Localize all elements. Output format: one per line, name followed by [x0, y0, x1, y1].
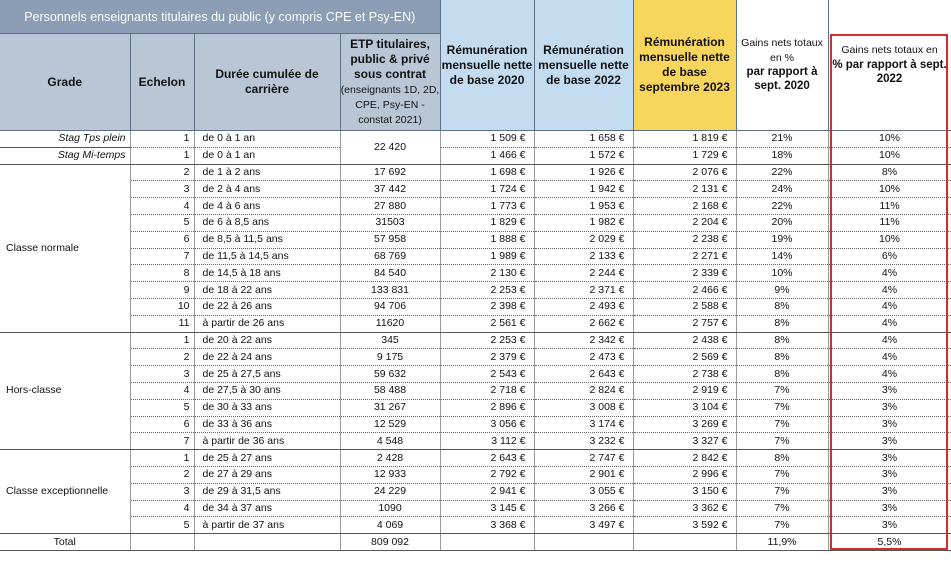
rem-2020-cell: 2 398 €	[440, 298, 534, 315]
rem-2020-cell: 1 466 €	[440, 147, 534, 164]
header-gains-2020-bold: par rapport à sept. 2020	[746, 66, 818, 93]
etp-cell: 345	[340, 332, 440, 349]
rem-2022-cell: 2 371 €	[534, 282, 633, 299]
etp-cell: 17 692	[340, 164, 440, 181]
gains-2020-cell: 22%	[736, 198, 828, 215]
rem-2022-cell: 1 982 €	[534, 214, 633, 231]
gains-2022-cell: 4%	[828, 315, 951, 332]
gains-2020-cell: 20%	[736, 214, 828, 231]
duree-cell: à partir de 26 ans	[194, 315, 340, 332]
header-etp-sub: (enseignants 1D, 2D, CPE, Psy-EN -constat 2021)	[340, 83, 440, 127]
rem-2023-cell: 2 919 €	[633, 382, 736, 399]
etp-cell: 94 706	[340, 298, 440, 315]
table-row	[0, 450, 951, 467]
table-row	[0, 231, 951, 248]
rem-2022-cell: 1 658 €	[534, 131, 633, 148]
gains-2022-cell: 3%	[828, 466, 951, 483]
duree-cell: de 22 à 24 ans	[194, 349, 340, 366]
grade-group-classe-exceptionnelle: Classe exceptionnelle	[0, 450, 130, 534]
echelon-cell: 7	[130, 248, 194, 265]
gains-2020-cell: 10%	[736, 265, 828, 282]
empty-cell	[633, 534, 736, 551]
rem-2023-cell: 2 131 €	[633, 181, 736, 198]
echelon-cell: 4	[130, 382, 194, 399]
table-row	[0, 181, 951, 198]
gains-2020-cell: 8%	[736, 366, 828, 383]
rem-2020-cell: 2 130 €	[440, 265, 534, 282]
table-row	[0, 298, 951, 315]
duree-cell: de 29 à 31,5 ans	[194, 483, 340, 500]
header-rem-2023: Rémunération mensuelle nette de base septembre 2023	[633, 0, 736, 131]
gains-2020-cell: 7%	[736, 399, 828, 416]
duree-cell: de 33 à 36 ans	[194, 416, 340, 433]
gains-2020-cell: 8%	[736, 332, 828, 349]
empty-cell	[440, 534, 534, 551]
gains-2022-cell: 4%	[828, 349, 951, 366]
etp-cell: 59 632	[340, 366, 440, 383]
table-row	[0, 500, 951, 517]
etp-cell: 1090	[340, 500, 440, 517]
gains-2022-cell: 3%	[828, 433, 951, 450]
gains-2020-cell: 8%	[736, 298, 828, 315]
rem-2020-cell: 1 773 €	[440, 198, 534, 215]
duree-cell: de 11,5 à 14,5 ans	[194, 248, 340, 265]
table-row	[0, 483, 951, 500]
rem-2020-cell: 1 724 €	[440, 181, 534, 198]
table-title: Personnels enseignants titulaires du public (y compris CPE et Psy-EN)	[0, 0, 440, 34]
header-gains-2022-bold: % par rapport à sept. 2022	[832, 58, 947, 86]
gains-2022-cell: 4%	[828, 265, 951, 282]
rem-2020-cell: 3 145 €	[440, 500, 534, 517]
header-rem-2022: Rémunération mensuelle nette de base 2022	[534, 0, 633, 131]
rem-2020-cell: 2 896 €	[440, 399, 534, 416]
echelon-cell: 5	[130, 214, 194, 231]
duree-cell: de 2 à 4 ans	[194, 181, 340, 198]
etp-cell: 24 229	[340, 483, 440, 500]
gains-2020-cell: 22%	[736, 164, 828, 181]
rem-2023-cell: 2 757 €	[633, 315, 736, 332]
etp-cell: 31503	[340, 214, 440, 231]
rem-2020-cell: 2 543 €	[440, 366, 534, 383]
rem-2022-cell: 3 497 €	[534, 517, 633, 534]
rem-2022-cell: 2 662 €	[534, 315, 633, 332]
echelon-cell: 3	[130, 181, 194, 198]
total-gains-2020: 11,9%	[736, 534, 828, 551]
rem-2022-cell: 3 055 €	[534, 483, 633, 500]
echelon-cell: 5	[130, 399, 194, 416]
duree-cell: de 14,5 à 18 ans	[194, 265, 340, 282]
etp-cell: 22 420	[340, 131, 440, 165]
rem-2022-cell: 1 926 €	[534, 164, 633, 181]
etp-cell: 27 880	[340, 198, 440, 215]
rem-2023-cell: 2 466 €	[633, 282, 736, 299]
rem-2020-cell: 1 888 €	[440, 231, 534, 248]
etp-cell: 4 548	[340, 433, 440, 450]
echelon-cell: 6	[130, 416, 194, 433]
header-rem-2020: Rémunération mensuelle nette de base 2020	[440, 0, 534, 131]
gains-2022-cell: 11%	[828, 198, 951, 215]
empty-cell	[194, 534, 340, 551]
table-row	[0, 399, 951, 416]
gains-2020-cell: 7%	[736, 433, 828, 450]
rem-2020-cell: 1 989 €	[440, 248, 534, 265]
total-etp: 809 092	[340, 534, 440, 551]
echelon-cell: 1	[130, 147, 194, 164]
gains-2022-cell: 3%	[828, 382, 951, 399]
rem-2022-cell: 2 747 €	[534, 450, 633, 467]
rem-2020-cell: 2 643 €	[440, 450, 534, 467]
gains-2022-cell: 3%	[828, 450, 951, 467]
duree-cell: de 22 à 26 ans	[194, 298, 340, 315]
rem-2023-cell: 2 738 €	[633, 366, 736, 383]
table-row	[0, 366, 951, 383]
rem-2023-cell: 2 204 €	[633, 214, 736, 231]
rem-2022-cell: 3 232 €	[534, 433, 633, 450]
rem-2023-cell: 2 842 €	[633, 450, 736, 467]
rem-2020-cell: 3 368 €	[440, 517, 534, 534]
gains-2020-cell: 8%	[736, 450, 828, 467]
table-row	[0, 198, 951, 215]
gains-2022-cell: 3%	[828, 517, 951, 534]
rem-2020-cell: 1 509 €	[440, 131, 534, 148]
rem-2023-cell: 3 150 €	[633, 483, 736, 500]
gains-2020-cell: 7%	[736, 500, 828, 517]
etp-cell: 57 958	[340, 231, 440, 248]
rem-2023-cell: 3 592 €	[633, 517, 736, 534]
table-row	[0, 416, 951, 433]
rem-2022-cell: 3 266 €	[534, 500, 633, 517]
echelon-cell: 1	[130, 131, 194, 148]
header-gains-2020	[736, 0, 828, 131]
rem-2023-cell: 3 327 €	[633, 433, 736, 450]
duree-cell: de 18 à 22 ans	[194, 282, 340, 299]
table-row	[0, 315, 951, 332]
gains-2020-cell: 7%	[736, 483, 828, 500]
rem-2020-cell: 2 792 €	[440, 466, 534, 483]
echelon-cell: 9	[130, 282, 194, 299]
rem-2022-cell: 2 029 €	[534, 231, 633, 248]
rem-2020-cell: 2 718 €	[440, 382, 534, 399]
echelon-cell: 1	[130, 450, 194, 467]
echelon-cell: 11	[130, 315, 194, 332]
rem-2022-cell: 2 824 €	[534, 382, 633, 399]
gains-2020-cell: 7%	[736, 466, 828, 483]
rem-2022-cell: 2 473 €	[534, 349, 633, 366]
total-row	[0, 534, 951, 551]
rem-2022-cell: 3 008 €	[534, 399, 633, 416]
gains-2020-cell: 7%	[736, 517, 828, 534]
etp-cell: 31 267	[340, 399, 440, 416]
grade-cell: Stag Tps plein	[0, 131, 130, 148]
table-row	[0, 433, 951, 450]
gains-2022-cell: 3%	[828, 483, 951, 500]
rem-2023-cell: 2 569 €	[633, 349, 736, 366]
rem-2023-cell: 2 076 €	[633, 164, 736, 181]
gains-2020-cell: 24%	[736, 181, 828, 198]
gains-2022-cell: 6%	[828, 248, 951, 265]
table-row	[0, 382, 951, 399]
duree-cell: de 4 à 6 ans	[194, 198, 340, 215]
gains-2020-cell: 8%	[736, 349, 828, 366]
header-gains-2020-top: Gains nets totaux en %	[741, 37, 823, 64]
gains-2020-cell: 7%	[736, 416, 828, 433]
gains-2020-cell: 7%	[736, 382, 828, 399]
rem-2022-cell: 2 244 €	[534, 265, 633, 282]
duree-cell: de 0 à 1 an	[194, 147, 340, 164]
header-etp	[340, 34, 440, 131]
etp-cell: 133 831	[340, 282, 440, 299]
echelon-cell: 3	[130, 366, 194, 383]
rem-2022-cell: 2 643 €	[534, 366, 633, 383]
rem-2023-cell: 3 362 €	[633, 500, 736, 517]
rem-2023-cell: 2 168 €	[633, 198, 736, 215]
gains-2020-cell: 21%	[736, 131, 828, 148]
header-gains-2022	[828, 0, 951, 131]
rem-2020-cell: 2 253 €	[440, 332, 534, 349]
rem-2022-cell: 2 493 €	[534, 298, 633, 315]
rem-2023-cell: 2 238 €	[633, 231, 736, 248]
table-row	[0, 214, 951, 231]
echelon-cell: 4	[130, 198, 194, 215]
duree-cell: à partir de 37 ans	[194, 517, 340, 534]
grade-group-classe-normale: Classe normale	[0, 164, 130, 332]
echelon-cell: 3	[130, 483, 194, 500]
rem-2022-cell: 2 133 €	[534, 248, 633, 265]
empty-cell	[534, 534, 633, 551]
gains-2022-cell: 10%	[828, 181, 951, 198]
etp-cell: 12 933	[340, 466, 440, 483]
grade-cell: Stag Mi-temps	[0, 147, 130, 164]
table-row	[0, 265, 951, 282]
rem-2020-cell: 2 561 €	[440, 315, 534, 332]
gains-2022-cell: 10%	[828, 147, 951, 164]
rem-2022-cell: 1 953 €	[534, 198, 633, 215]
gains-2020-cell: 9%	[736, 282, 828, 299]
etp-cell: 68 769	[340, 248, 440, 265]
rem-2022-cell: 1 942 €	[534, 181, 633, 198]
rem-2020-cell: 2 253 €	[440, 282, 534, 299]
table-row	[0, 131, 951, 148]
table-row	[0, 332, 951, 349]
table-row	[0, 517, 951, 534]
etp-cell: 2 428	[340, 450, 440, 467]
duree-cell: de 20 à 22 ans	[194, 332, 340, 349]
header-gains-2022-top: Gains nets totaux en	[841, 44, 938, 57]
rem-2020-cell: 2 941 €	[440, 483, 534, 500]
table-row	[0, 349, 951, 366]
duree-cell: de 34 à 37 ans	[194, 500, 340, 517]
gains-2022-cell: 4%	[828, 332, 951, 349]
duree-cell: de 8,5 à 11,5 ans	[194, 231, 340, 248]
duree-cell: de 25 à 27,5 ans	[194, 366, 340, 383]
echelon-cell: 2	[130, 349, 194, 366]
echelon-cell: 2	[130, 466, 194, 483]
duree-cell: de 27 à 29 ans	[194, 466, 340, 483]
grade-group-hors-classe: Hors-classe	[0, 332, 130, 450]
gains-2022-cell: 8%	[828, 164, 951, 181]
echelon-cell: 7	[130, 433, 194, 450]
header-echelon: Echelon	[130, 34, 194, 131]
gains-2022-cell: 3%	[828, 399, 951, 416]
echelon-cell: 4	[130, 500, 194, 517]
etp-cell: 12 529	[340, 416, 440, 433]
rem-2020-cell: 2 379 €	[440, 349, 534, 366]
etp-cell: 4 069	[340, 517, 440, 534]
etp-cell: 37 442	[340, 181, 440, 198]
gains-2020-cell: 14%	[736, 248, 828, 265]
gains-2022-cell: 4%	[828, 366, 951, 383]
duree-cell: de 30 à 33 ans	[194, 399, 340, 416]
gains-2020-cell: 18%	[736, 147, 828, 164]
rem-2022-cell: 3 174 €	[534, 416, 633, 433]
table-body	[0, 131, 951, 551]
total-label: Total	[0, 534, 130, 551]
echelon-cell: 8	[130, 265, 194, 282]
rem-2023-cell: 3 269 €	[633, 416, 736, 433]
table-row	[0, 164, 951, 181]
duree-cell: de 1 à 2 ans	[194, 164, 340, 181]
rem-2023-cell: 2 438 €	[633, 332, 736, 349]
rem-2022-cell: 1 572 €	[534, 147, 633, 164]
rem-2020-cell: 1 829 €	[440, 214, 534, 231]
etp-cell: 11620	[340, 315, 440, 332]
gains-2022-cell: 10%	[828, 231, 951, 248]
echelon-cell: 5	[130, 517, 194, 534]
table-row	[0, 248, 951, 265]
header-grade: Grade	[0, 34, 130, 131]
table-row	[0, 466, 951, 483]
etp-cell: 58 488	[340, 382, 440, 399]
gains-2022-cell: 3%	[828, 500, 951, 517]
total-gains-2022: 5,5%	[828, 534, 951, 551]
header-etp-main: ETP titulaires, public & privé sous contrat	[350, 36, 430, 81]
rem-2022-cell: 2 342 €	[534, 332, 633, 349]
rem-2023-cell: 2 271 €	[633, 248, 736, 265]
rem-2022-cell: 2 901 €	[534, 466, 633, 483]
duree-cell: de 6 à 8,5 ans	[194, 214, 340, 231]
rem-2023-cell: 2 996 €	[633, 466, 736, 483]
duree-cell: de 0 à 1 an	[194, 131, 340, 148]
echelon-cell: 2	[130, 164, 194, 181]
empty-cell	[130, 534, 194, 551]
rem-2023-cell: 1 729 €	[633, 147, 736, 164]
echelon-cell: 6	[130, 231, 194, 248]
etp-cell: 9 175	[340, 349, 440, 366]
header-duree: Durée cumulée de carrière	[194, 34, 340, 131]
rem-2023-cell: 3 104 €	[633, 399, 736, 416]
echelon-cell: 1	[130, 332, 194, 349]
etp-cell: 84 540	[340, 265, 440, 282]
gains-2022-cell: 10%	[828, 131, 951, 148]
gains-2022-cell: 4%	[828, 282, 951, 299]
rem-2020-cell: 3 056 €	[440, 416, 534, 433]
rem-2023-cell: 1 819 €	[633, 131, 736, 148]
gains-2020-cell: 8%	[736, 315, 828, 332]
rem-2023-cell: 2 339 €	[633, 265, 736, 282]
echelon-cell: 10	[130, 298, 194, 315]
duree-cell: de 25 à 27 ans	[194, 450, 340, 467]
gains-2022-cell: 4%	[828, 298, 951, 315]
duree-cell: à partir de 36 ans	[194, 433, 340, 450]
rem-2020-cell: 1 698 €	[440, 164, 534, 181]
gains-2022-cell: 11%	[828, 214, 951, 231]
rem-2023-cell: 2 588 €	[633, 298, 736, 315]
rem-2020-cell: 3 112 €	[440, 433, 534, 450]
table-row	[0, 147, 951, 164]
table-row	[0, 282, 951, 299]
duree-cell: de 27,5 à 30 ans	[194, 382, 340, 399]
gains-2022-cell: 3%	[828, 416, 951, 433]
gains-2020-cell: 19%	[736, 231, 828, 248]
